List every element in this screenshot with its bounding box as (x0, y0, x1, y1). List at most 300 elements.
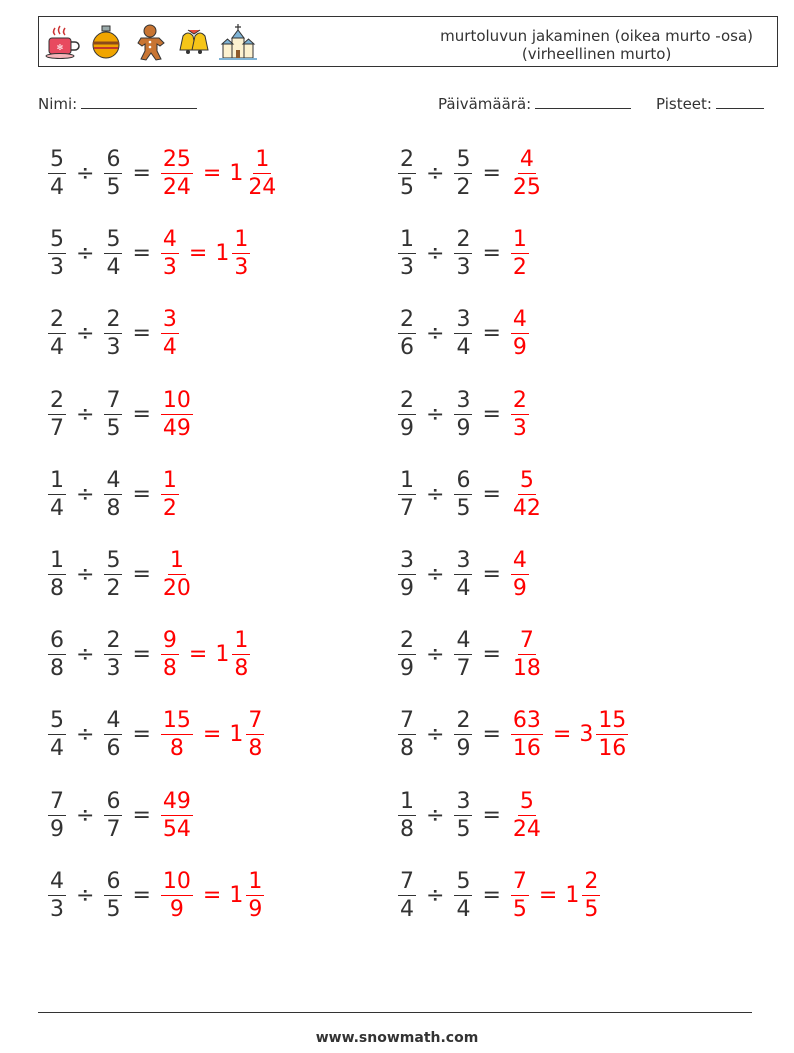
numerator: 6 (456, 467, 471, 493)
equals-sign: = (538, 882, 558, 908)
answer (159, 868, 266, 923)
numerator: 5 (519, 467, 534, 493)
fraction (159, 547, 195, 602)
denominator: 9 (400, 656, 414, 682)
divide-sign: ÷ (426, 401, 445, 427)
fraction (102, 467, 124, 522)
equals-sign: = (132, 802, 151, 828)
denominator: 8 (400, 736, 414, 762)
divide-sign: ÷ (426, 882, 445, 908)
numerator: 3 (456, 788, 471, 814)
fraction (452, 707, 474, 762)
denominator: 4 (50, 175, 64, 200)
numerator: 5 (106, 227, 121, 253)
numerator: 4 (519, 147, 534, 172)
numerator: 4 (456, 628, 471, 654)
title-line-1: murtoluvun jakaminen (oikea murto -osa) (440, 27, 753, 45)
problem-item (396, 306, 531, 361)
numerator: 3 (456, 548, 471, 573)
numerator: 3 (456, 387, 471, 413)
numerator: 1 (162, 467, 177, 493)
problem-item (46, 226, 252, 281)
fraction (452, 868, 474, 923)
fraction (159, 467, 181, 522)
denominator: 4 (456, 896, 471, 922)
numerator: 1 (50, 467, 64, 493)
denominator: 9 (400, 576, 414, 601)
denominator: 3 (162, 255, 177, 281)
numerator: 7 (50, 788, 64, 814)
denominator: 3 (512, 415, 527, 441)
answer (509, 226, 531, 281)
numerator: 4 (512, 548, 527, 573)
fraction (396, 226, 418, 281)
numerator: 1 (50, 548, 64, 573)
fraction (102, 627, 124, 682)
fraction (594, 707, 630, 762)
denominator: 8 (169, 736, 184, 762)
fraction (102, 707, 124, 762)
denominator: 5 (106, 896, 121, 922)
denominator: 49 (162, 415, 191, 441)
equals-sign: = (482, 481, 501, 507)
numerator: 1 (400, 788, 414, 814)
denominator: 9 (248, 896, 263, 922)
fraction (159, 707, 195, 762)
equals-sign: = (132, 241, 151, 267)
date-blank[interactable] (535, 94, 631, 109)
fraction (159, 387, 195, 442)
fraction (396, 788, 418, 843)
denominator: 4 (106, 255, 121, 281)
equals-sign: = (482, 241, 501, 267)
numerator: 15 (598, 708, 627, 734)
fraction (46, 788, 68, 843)
denominator: 9 (400, 415, 414, 441)
problem-item (46, 627, 252, 682)
fraction (159, 146, 195, 201)
gingerbread-man-icon (131, 22, 169, 62)
fraction (509, 868, 531, 923)
divide-sign: ÷ (76, 481, 95, 507)
answer (509, 707, 630, 762)
fraction (452, 146, 474, 201)
divide-sign: ÷ (426, 241, 445, 267)
answer (509, 306, 531, 361)
denominator: 5 (456, 495, 471, 521)
equals-sign: = (202, 722, 222, 748)
denominator: 16 (512, 736, 541, 762)
fraction (46, 306, 68, 361)
denominator: 2 (456, 175, 471, 200)
denominator: 2 (512, 255, 527, 281)
denominator: 5 (400, 175, 414, 200)
denominator: 5 (106, 175, 121, 200)
equals-sign: = (482, 321, 501, 347)
fraction (509, 788, 545, 843)
fraction (102, 387, 124, 442)
score-label: Pisteet: (656, 95, 712, 113)
numerator: 5 (456, 868, 471, 894)
numerator: 4 (106, 467, 121, 493)
problem-item (396, 627, 545, 682)
numerator: 7 (512, 868, 527, 894)
denominator: 9 (169, 896, 184, 922)
numerator: 2 (512, 387, 527, 413)
denominator: 8 (162, 656, 177, 682)
numerator: 1 (234, 628, 249, 654)
problem-item (396, 547, 531, 602)
fraction (509, 387, 531, 442)
numerator: 5 (50, 147, 64, 172)
numerator: 25 (162, 147, 191, 172)
divide-sign: ÷ (76, 722, 95, 748)
denominator: 8 (50, 576, 64, 601)
numerator: 15 (162, 708, 191, 734)
whole-number: 3 (579, 722, 594, 748)
numerator: 5 (50, 708, 64, 734)
fraction (102, 146, 124, 201)
fraction (102, 868, 124, 923)
fraction (159, 868, 195, 923)
fraction (509, 146, 545, 201)
denominator: 24 (512, 816, 541, 842)
denominator: 4 (50, 335, 64, 361)
denominator: 24 (248, 175, 277, 200)
divide-sign: ÷ (76, 241, 95, 267)
numerator: 1 (255, 147, 270, 172)
problem-item (46, 547, 195, 602)
fraction (396, 547, 418, 602)
denominator: 3 (50, 896, 64, 922)
divide-sign: ÷ (76, 321, 95, 347)
name-label: Nimi: (38, 95, 78, 113)
equals-sign: = (482, 562, 501, 587)
denominator: 9 (512, 576, 527, 601)
equals-sign: = (482, 802, 501, 828)
denominator: 8 (234, 656, 249, 682)
problem-item (46, 387, 195, 442)
problem-item (396, 467, 545, 522)
fraction (46, 868, 68, 923)
fraction (396, 627, 418, 682)
fraction (509, 306, 531, 361)
problem-item (396, 146, 545, 201)
fraction (46, 226, 68, 281)
worksheet-title (440, 27, 753, 63)
denominator: 7 (400, 495, 414, 521)
numerator: 6 (106, 868, 121, 894)
answer (509, 627, 545, 682)
answer (159, 146, 280, 201)
answer (509, 788, 545, 843)
denominator: 18 (512, 656, 541, 682)
denominator: 3 (106, 656, 121, 682)
fraction (159, 306, 181, 361)
fraction (102, 788, 124, 843)
problem-item (396, 707, 630, 762)
fraction (452, 387, 474, 442)
fraction (396, 707, 418, 762)
numerator: 49 (162, 788, 191, 814)
equals-sign: = (482, 722, 501, 748)
problem-item (46, 868, 266, 923)
date-label: Päivämäärä: (438, 95, 532, 113)
numerator: 2 (106, 307, 121, 333)
equals-sign: = (132, 562, 151, 587)
numerator: 4 (50, 868, 64, 894)
fraction (46, 467, 68, 522)
church-icon (219, 22, 257, 62)
equals-sign: = (132, 481, 151, 507)
answer (509, 547, 531, 602)
numerator: 2 (584, 868, 599, 894)
fraction (244, 146, 280, 201)
fraction (509, 627, 545, 682)
coffee-cup-icon (43, 22, 81, 62)
fraction (46, 707, 68, 762)
name-field[interactable] (38, 94, 197, 113)
fraction (452, 306, 474, 361)
denominator: 3 (234, 255, 249, 281)
denominator: 7 (106, 816, 121, 842)
numerator: 63 (512, 708, 541, 734)
whole-number: 1 (229, 882, 244, 908)
name-blank[interactable] (81, 94, 197, 109)
numerator: 3 (162, 307, 177, 333)
ornament-ball-icon (87, 22, 125, 62)
fraction (396, 868, 418, 923)
numerator: 2 (50, 387, 64, 413)
numerator: 4 (512, 307, 527, 333)
problem-item (46, 467, 181, 522)
divide-sign: ÷ (76, 401, 95, 427)
divide-sign: ÷ (76, 562, 95, 587)
fraction (509, 226, 531, 281)
denominator: 16 (598, 736, 627, 762)
score-blank[interactable] (716, 94, 764, 109)
equals-sign: = (132, 401, 151, 427)
divide-sign: ÷ (426, 161, 445, 186)
problem-item (46, 306, 181, 361)
fraction (159, 226, 181, 281)
equals-sign: = (552, 722, 572, 748)
divide-sign: ÷ (76, 642, 95, 668)
equals-sign: = (188, 642, 208, 668)
answer (159, 788, 195, 843)
denominator: 7 (456, 656, 471, 682)
equals-sign: = (132, 882, 151, 908)
numerator: 2 (456, 227, 471, 253)
fraction (244, 707, 266, 762)
fraction (230, 627, 252, 682)
numerator: 3 (400, 548, 414, 573)
numerator: 10 (162, 387, 191, 413)
bells-icon (175, 22, 213, 62)
denominator: 3 (400, 255, 414, 281)
denominator: 54 (162, 816, 191, 842)
numerator: 7 (400, 708, 414, 734)
equals-sign: = (132, 722, 151, 748)
numerator: 5 (456, 147, 471, 172)
numerator: 2 (400, 387, 414, 413)
equals-sign: = (482, 642, 501, 668)
fraction (102, 306, 124, 361)
answer (159, 306, 181, 361)
denominator: 3 (456, 255, 471, 281)
numerator: 1 (248, 868, 263, 894)
divide-sign: ÷ (426, 562, 445, 587)
numerator: 2 (400, 147, 414, 172)
title-line-2: (virheellinen murto) (521, 45, 672, 63)
numerator: 1 (169, 548, 184, 573)
fraction (509, 707, 545, 762)
denominator: 5 (456, 816, 471, 842)
denominator: 2 (162, 495, 177, 521)
equals-sign: = (202, 161, 222, 186)
equals-sign: = (482, 882, 501, 908)
denominator: 25 (512, 175, 541, 200)
numerator: 2 (400, 628, 414, 654)
denominator: 9 (512, 335, 527, 361)
numerator: 7 (106, 387, 121, 413)
denominator: 24 (162, 175, 191, 200)
numerator: 2 (456, 708, 471, 734)
fraction (509, 547, 531, 602)
numerator: 7 (400, 868, 414, 894)
denominator: 5 (512, 896, 527, 922)
divide-sign: ÷ (426, 722, 445, 748)
numerator: 3 (456, 307, 471, 333)
numerator: 1 (512, 227, 527, 253)
fraction (452, 547, 474, 602)
fraction (46, 627, 68, 682)
fraction (159, 788, 195, 843)
numerator: 2 (50, 307, 64, 333)
answer (159, 467, 181, 522)
denominator: 4 (400, 896, 414, 922)
equals-sign: = (132, 161, 151, 186)
fraction (452, 788, 474, 843)
denominator: 4 (50, 495, 64, 521)
answer (159, 387, 195, 442)
fraction (396, 467, 418, 522)
equals-sign: = (482, 161, 501, 186)
score-field[interactable] (656, 94, 764, 113)
numerator: 5 (106, 548, 121, 573)
fraction (159, 627, 181, 682)
denominator: 9 (456, 415, 471, 441)
fraction (102, 226, 124, 281)
numerator: 5 (519, 788, 534, 814)
fraction (580, 868, 602, 923)
problem-item (46, 788, 195, 843)
numerator: 4 (162, 227, 177, 253)
fraction (102, 547, 124, 602)
answer (509, 387, 531, 442)
answer (159, 627, 252, 682)
date-field[interactable] (438, 94, 631, 113)
divide-sign: ÷ (76, 161, 95, 186)
denominator: 5 (106, 415, 121, 441)
footer-divider (38, 1012, 752, 1013)
answer (159, 226, 252, 281)
numerator: 7 (519, 628, 534, 654)
numerator: 1 (234, 227, 249, 253)
denominator: 9 (456, 736, 471, 762)
footer-url: www.snowmath.com (315, 1030, 479, 1046)
fraction (452, 627, 474, 682)
whole-number: 1 (215, 642, 230, 668)
numerator: 9 (162, 628, 177, 654)
problem-item (396, 226, 531, 281)
equals-sign: = (132, 642, 151, 668)
fraction (46, 387, 68, 442)
fraction (509, 467, 545, 522)
answer (509, 146, 545, 201)
problem-item (46, 707, 266, 762)
fraction (396, 146, 418, 201)
whole-number: 1 (229, 722, 244, 748)
denominator: 4 (456, 576, 471, 601)
divide-sign: ÷ (426, 802, 445, 828)
equals-sign: = (202, 882, 222, 908)
numerator: 6 (106, 788, 121, 814)
problem-item (396, 387, 531, 442)
denominator: 9 (50, 816, 64, 842)
numerator: 10 (162, 868, 191, 894)
answer (509, 868, 602, 923)
denominator: 3 (50, 255, 64, 281)
denominator: 3 (106, 335, 121, 361)
fraction (46, 547, 68, 602)
fraction (452, 467, 474, 522)
icon-strip (43, 20, 257, 64)
divide-sign: ÷ (76, 802, 95, 828)
denominator: 6 (400, 335, 414, 361)
whole-number: 1 (565, 882, 580, 908)
fraction (244, 868, 266, 923)
denominator: 8 (248, 736, 263, 762)
problem-item (396, 868, 602, 923)
answer (159, 707, 266, 762)
divide-sign: ÷ (76, 882, 95, 908)
denominator: 7 (50, 415, 64, 441)
whole-number: 1 (229, 161, 244, 186)
whole-number: 1 (215, 241, 230, 267)
denominator: 2 (106, 576, 121, 601)
numerator: 1 (400, 227, 414, 253)
divide-sign: ÷ (426, 642, 445, 668)
fraction (46, 146, 68, 201)
equals-sign: = (188, 241, 208, 267)
header-box (38, 16, 778, 67)
fraction (230, 226, 252, 281)
divide-sign: ÷ (426, 481, 445, 507)
denominator: 6 (106, 736, 121, 762)
answer (159, 547, 195, 602)
divide-sign: ÷ (426, 321, 445, 347)
problem-item (396, 788, 545, 843)
numerator: 1 (400, 467, 414, 493)
equals-sign: = (482, 401, 501, 427)
numerator: 4 (106, 708, 121, 734)
fraction (396, 387, 418, 442)
fraction (452, 226, 474, 281)
denominator: 8 (400, 816, 414, 842)
svg-text:✻: ✻ (56, 43, 64, 52)
denominator: 20 (162, 576, 191, 601)
